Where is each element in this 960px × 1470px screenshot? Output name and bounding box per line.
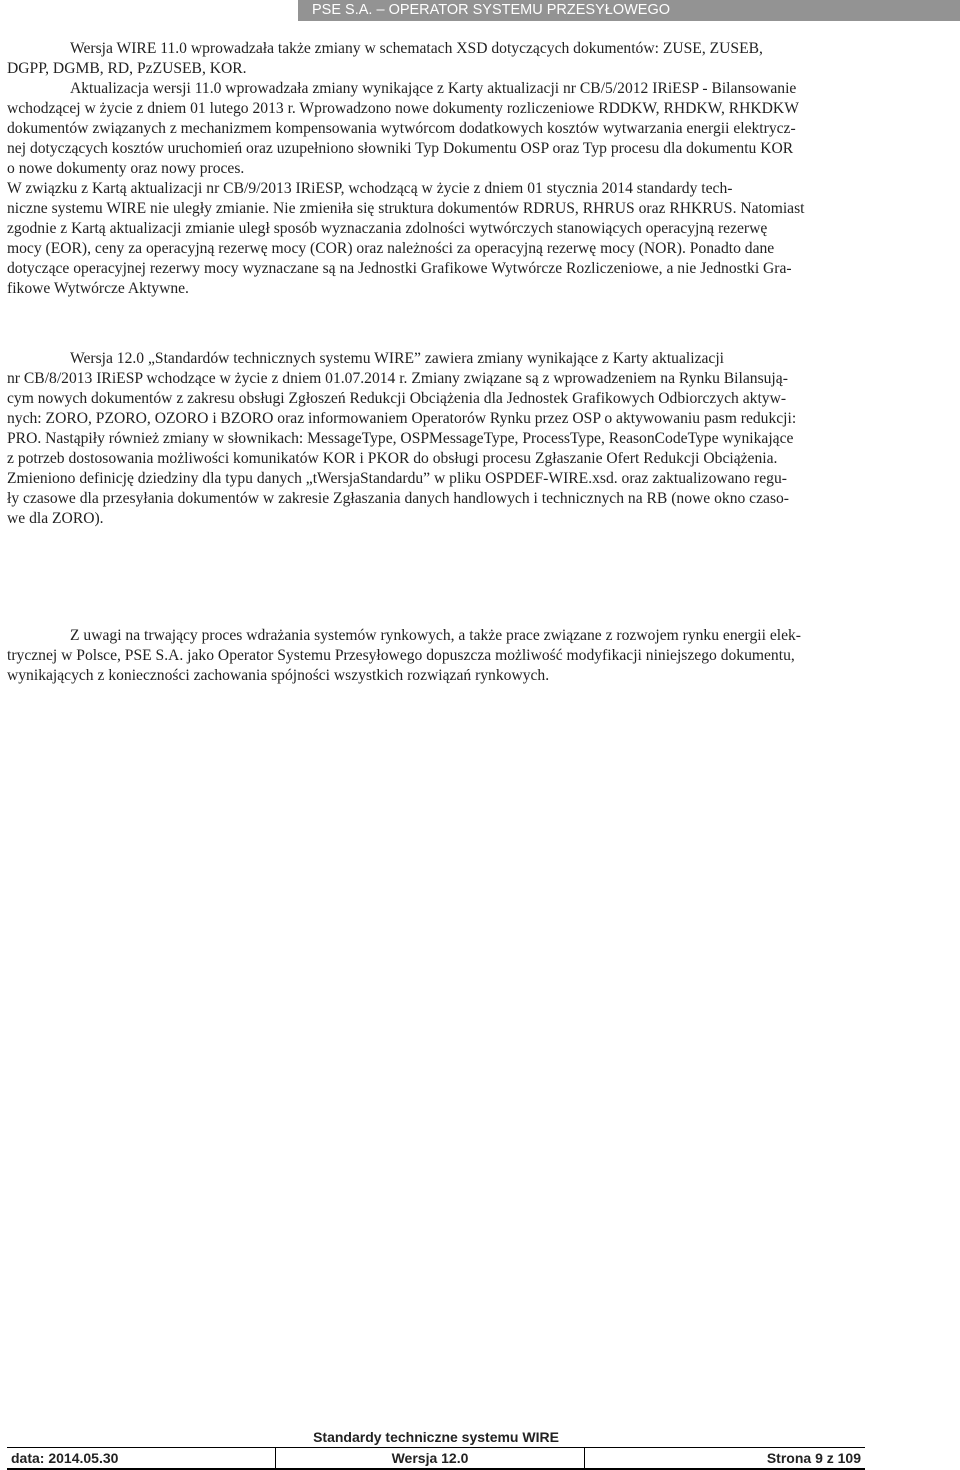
text-line: Zmieniono definicję dziedziny dla typu danych „tWersjaStandardu” w pliku OSPDEF-WIRE.xsd. oraz zaktualizowano regu- [7, 470, 787, 487]
text-line: Wersja 12.0 „Standardów technicznych systemu WIRE” zawiera zmiany wynikające z Karty aktualizacji [70, 350, 724, 367]
text-line: Wersja WIRE 11.0 wprowadzała także zmiany w schematach XSD dotyczących dokumentów: ZUSE, ZUSEB, [70, 40, 763, 57]
paragraph-wire-12 [7, 349, 954, 529]
text-line: dokumentów związanych z mechanizmem kompensowania wytwórcom dodatkowych kosztów wytwarzania energii elektrycz- [7, 120, 796, 137]
text-line: wynikających z konieczności zachowania spójności wszystkich rozwiązań rynkowych. [7, 667, 550, 684]
footer-version: Wersja 12.0 [275, 1448, 584, 1468]
text-line: nej dotyczących kosztów uruchomień oraz uzupełniono słowniki Typ Dokumentu OSP oraz Typ procesu dla dokumentu KOR [7, 140, 794, 157]
text-line: Z uwagi na trwający proces wdrażania systemów rynkowych, a także prace związane z rozwojem rynku energii elek- [70, 627, 801, 644]
text-line: we dla ZORO). [7, 510, 104, 527]
text-line: mocy (EOR), ceny za operacyjną rezerwę mocy (COR) oraz należności za operacyjną rezerwę mocy (NOR). Ponadto dane [7, 240, 775, 257]
text-line: wchodzącej w życie z dniem 01 lutego 2013 r. Wprowadzono nowe dokumenty rozliczeniowe RDDKW, RHDKW, RHKDKW [7, 100, 799, 117]
text-line: z potrzeb dostosowania możliwości komunikatów KOR i PKOR do obsługi procesu Zgłaszanie Ofert Redukcji Obciążenia. [7, 450, 778, 467]
text-line: PRO. Nastąpiły również zmiany w słownikach: MessageType, OSPMessageType, ProcessType, ReasonCodeType wynikające [7, 430, 794, 447]
footer-info-row [7, 1448, 865, 1470]
text-line: fikowe Wytwórcze Aktywne. [7, 280, 189, 297]
text-line: o nowe dokumenty oraz nowy proces. [7, 160, 245, 177]
footer-date: data: 2014.05.30 [11, 1450, 119, 1466]
text-line: ły czasowe dla przesyłania dokumentów w zakresie Zgłaszania danych handlowych i technicznych na RB (nowe okno czaso- [7, 490, 790, 507]
footer-page-number: Strona 9 z 109 [584, 1448, 865, 1468]
text-line: Aktualizacja wersji 11.0 wprowadzała zmiany wynikające z Karty aktualizacji nr CB/5/2012 IRiESP - Bilansowanie [70, 80, 797, 97]
text-line: DGPP, DGMB, RD, PzZUSEB, KOR. [7, 60, 247, 77]
header-title: PSE S.A. – OPERATOR SYSTEMU PRZESYŁOWEGO [312, 2, 671, 18]
paragraph-wire-11 [7, 39, 954, 299]
footer-title: Standardy techniczne systemu WIRE [7, 1428, 865, 1448]
text-line: cym nowych dokumentów z zakresu obsługi Zgłoszeń Redukcji Obciążenia dla Jednostek Grafikowych Odbiorczych aktyw- [7, 390, 787, 407]
paragraph-disclaimer [7, 626, 954, 686]
text-line: niczne systemu WIRE nie uległy zmianie. Nie zmieniła się struktura dokumentów RDRUS, RHRUS oraz RHKRUS. Natomiast [7, 200, 805, 217]
text-line: nr CB/8/2013 IRiESP wchodzące w życie z dniem 01.07.2014 r. Zmiany związane są z wprowadzeniem na Rynku Bilansują- [7, 370, 788, 387]
document-footer [7, 1428, 865, 1470]
text-line: dotyczące operacyjnej rezerwy mocy wyznaczane są na Jednostki Grafikowe Wytwórcze Rozliczeniowe, a nie Jednostki Gra- [7, 260, 792, 277]
text-line: zgodnie z Kartą aktualizacji zmianie uległ sposób wyznaczania zdolności wytwórczych stanowiących operacyjną rezerwę [7, 220, 768, 237]
document-header [298, 0, 960, 21]
text-line: nych: ZORO, PZORO, OZORO i BZORO oraz informowaniem Operatorów Rynku przez OSP o aktywowaniu pasm redukcji: [7, 410, 797, 427]
text-line: trycznej w Polsce, PSE S.A. jako Operator Systemu Przesyłowego dopuszcza możliwość modyfikacji niniejszego dokumentu, [7, 647, 795, 664]
text-line: W związku z Kartą aktualizacji nr CB/9/2013 IRiESP, wchodzącą w życie z dniem 01 stycznia 2014 standardy tech- [7, 180, 733, 197]
